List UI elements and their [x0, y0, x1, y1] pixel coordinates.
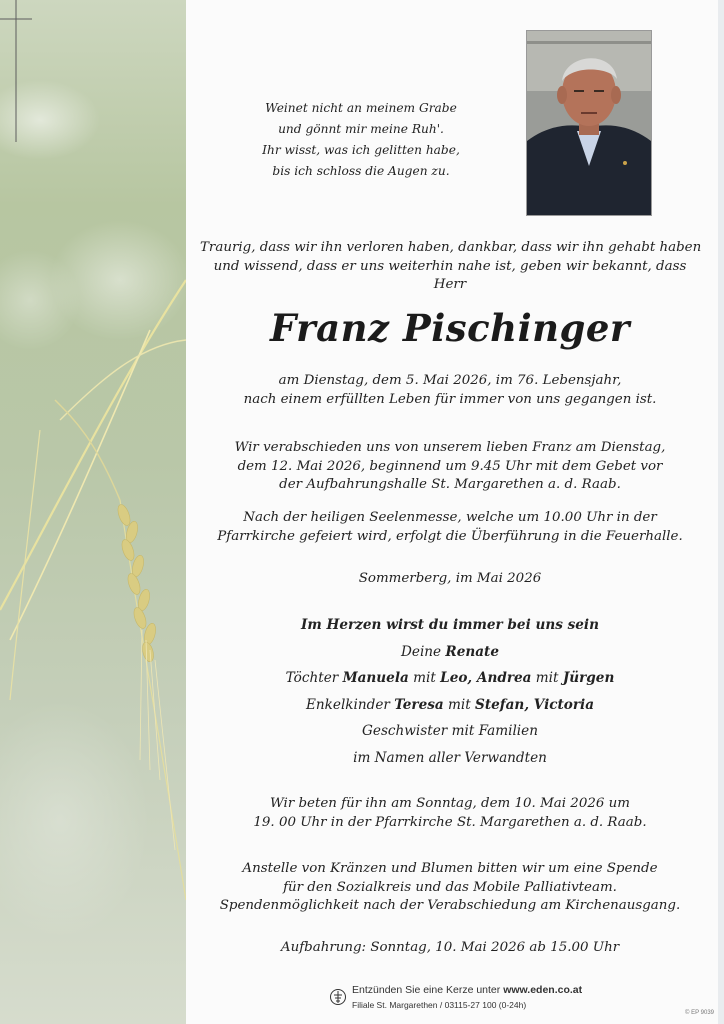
- daughters-prefix: Töchter: [285, 670, 343, 686]
- intro-line: Traurig, dass wir ihn verloren haben, dankbar, dass wir ihn gehabt haben: [200, 240, 702, 255]
- partner-name: Jürgen: [562, 670, 615, 686]
- grandchildren-prefix: Enkelkinder: [305, 696, 395, 713]
- place-date: [200, 570, 700, 589]
- poem-line: Weinet nicht an meinem Grabe: [265, 101, 457, 115]
- daughter-name: Andrea: [472, 670, 532, 686]
- place-date-line: Sommerberg, im Mai 2026: [358, 571, 542, 586]
- decorative-wheat-panel: [0, 0, 186, 1024]
- candle-link[interactable]: www.eden.co.at: [503, 984, 583, 996]
- wife-prefix: Deine: [401, 643, 446, 660]
- grandchild-name: Teresa: [394, 696, 444, 713]
- mass-line: Pfarrkirche gefeiert wird, erfolgt die Überführung in die Feuerhalle.: [217, 528, 683, 544]
- print-code: © EP 9039: [685, 1010, 714, 1016]
- farewell-text: [200, 439, 700, 495]
- mass-text: [200, 509, 700, 546]
- candle-line: [352, 984, 582, 996]
- cross-icon: [0, 0, 32, 142]
- poem-line: bis ich schloss die Augen zu.: [272, 164, 450, 178]
- candle-logo-icon: [330, 988, 346, 1006]
- portrait-photo: [526, 30, 652, 216]
- intro-line: Herr: [433, 277, 467, 293]
- connector: mit: [408, 670, 441, 686]
- donation-line: Spendenmöglichkeit nach der Verabschiedung am Kirchenausgang.: [219, 898, 681, 914]
- connector: mit: [443, 696, 476, 713]
- viewing-line: Aufbahrung: Sonntag, 10. Mai 2026 ab 15.00 Uhr: [280, 940, 620, 955]
- farewell-line: dem 12. Mai 2026, beginnend um 9.45 Uhr mit dem Gebet vor: [237, 458, 663, 474]
- prayer-text: [200, 795, 700, 832]
- poem-line: und gönnt mir meine Ruh'.: [278, 122, 444, 136]
- wife-line: [200, 639, 700, 666]
- intro-text: [200, 239, 700, 295]
- family-block: [200, 612, 700, 771]
- deceased-name: Franz Pischinger: [270, 306, 630, 350]
- grandchildren-line: [200, 692, 700, 719]
- poem: [246, 98, 476, 182]
- relatives-line: im Namen aller Verwandten: [353, 749, 547, 766]
- poem-line: Ihr wisst, was ich gelitten habe,: [262, 143, 460, 157]
- prayer-line: Wir beten für ihn am Sonntag, dem 10. Mai 2026 um: [270, 796, 630, 811]
- branch-info: Filiale St. Margarethen / 03115-27 100 (0-24h): [352, 1000, 527, 1010]
- wheat-illustration: [0, 0, 186, 1024]
- grandchild-names: Stefan, Victoria: [475, 696, 595, 713]
- donation-line: für den Sozialkreis und das Mobile Palliativteam.: [283, 879, 617, 895]
- mass-line: Nach der heiligen Seelenmesse, welche um 10.00 Uhr in der: [243, 510, 657, 525]
- daughters-line: [200, 665, 700, 692]
- intro-line: und wissend, dass er uns weiterhin nahe ist, geben wir bekannt, dass: [213, 258, 687, 274]
- motto: [200, 612, 700, 639]
- donation-text: [200, 860, 700, 916]
- death-line: nach einem erfüllten Leben für immer von uns gegangen ist.: [243, 391, 657, 407]
- farewell-line: Wir verabschieden uns von unserem lieben Franz am Dienstag,: [234, 440, 666, 455]
- siblings-line: Geschwister mit Familien: [362, 723, 538, 739]
- farewell-line: der Aufbahrungshalle St. Margarethen a. d. Raab.: [279, 477, 621, 493]
- prayer-line: 19. 00 Uhr in der Pfarrkirche St. Margarethen a. d. Raab.: [253, 814, 647, 830]
- donation-line: Anstelle von Kränzen und Blumen bitten wir um eine Spende: [242, 861, 658, 876]
- wife-name: Renate: [445, 643, 499, 660]
- death-line: am Dienstag, dem 5. Mai 2026, im 76. Lebensjahr,: [278, 373, 622, 388]
- viewing-text: [200, 939, 700, 958]
- partner-name: Leo,: [440, 670, 473, 686]
- daughter-name: Manuela: [342, 670, 409, 686]
- connector: mit: [531, 670, 563, 686]
- death-notice: [200, 372, 700, 409]
- motto-text: Im Herzen wirst du immer bei uns sein: [301, 617, 599, 633]
- candle-text: Entzünden Sie eine Kerze unter: [352, 984, 504, 996]
- page-edge: [718, 0, 724, 1024]
